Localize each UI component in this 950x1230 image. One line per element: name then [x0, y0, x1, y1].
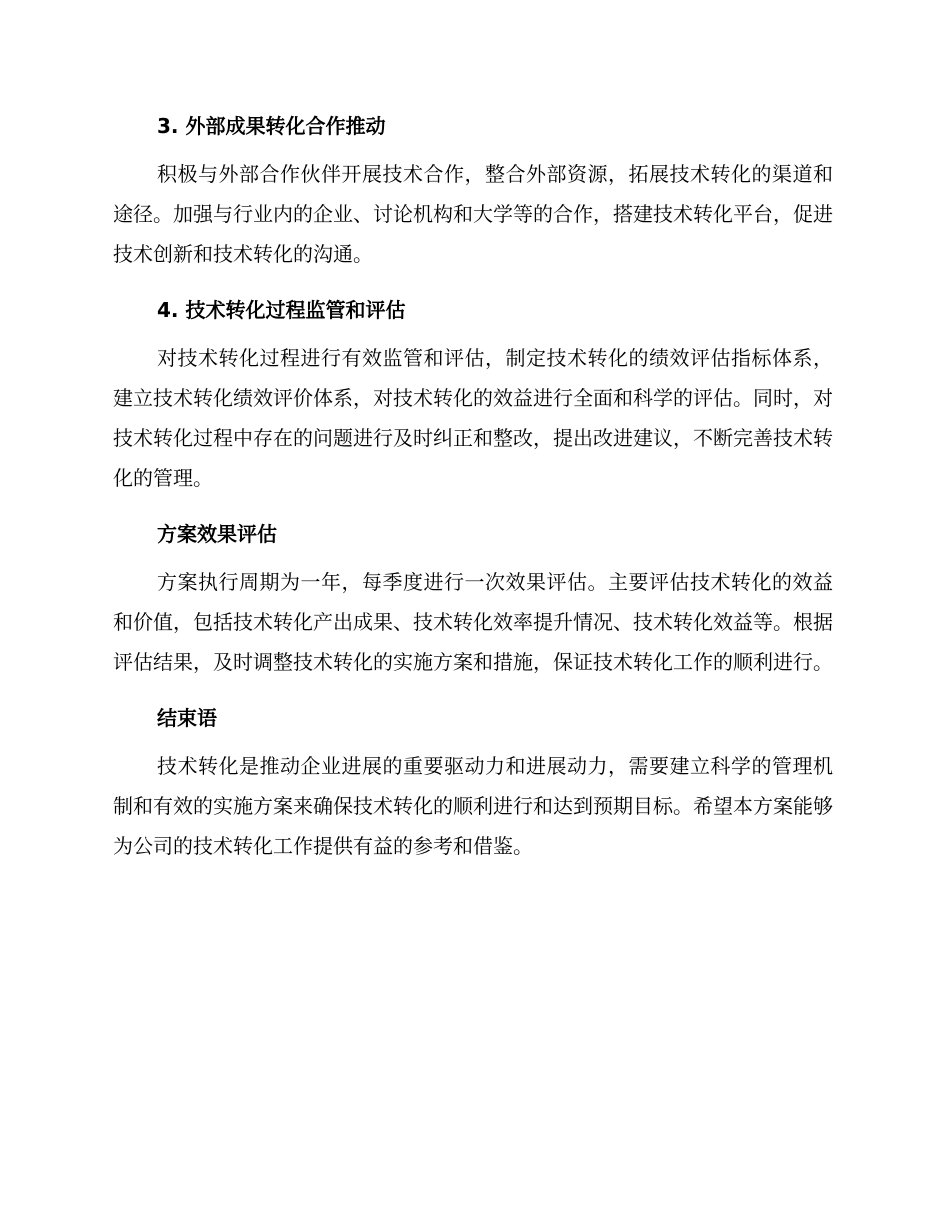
- document-body: [113, 106, 833, 882]
- section-heading-external-cooperation: 3. 外部成果转化合作推动: [157, 114, 386, 138]
- section-paragraph-effect-evaluation: 方案执行周期为一年，每季度进行一次效果评估。主要评估技术转化的效益和价值，包括技术转化产出成果、技术转化效率提升情况、技术转化效益等。根据评估结果，及时调整技术转化的实施方案和措施，保证技术转化工作的顺利进行。: [113, 570, 833, 674]
- section-heading-conclusion: 结束语: [157, 706, 217, 730]
- section-paragraph-external-cooperation: 积极与外部合作伙伴开展技术合作，整合外部资源，拓展技术转化的渠道和途径。加强与行业内的企业、讨论机构和大学等的合作，搭建技术转化平台，促进技术创新和技术转化的沟通。: [113, 162, 833, 266]
- section-paragraph-conclusion: 技术转化是推动企业进展的重要驱动力和进展动力，需要建立科学的管理机制和有效的实施方案来确保技术转化的顺利进行和达到预期目标。希望本方案能够为公司的技术转化工作提供有益的参考和借鉴。: [113, 754, 833, 858]
- section-heading-process-supervision: 4. 技术转化过程监管和评估: [157, 298, 406, 322]
- section-paragraph-process-supervision: 对技术转化过程进行有效监管和评估，制定技术转化的绩效评估指标体系，建立技术转化绩效评价体系，对技术转化的效益进行全面和科学的评估。同时，对技术转化过程中存在的问题进行及时纠正和整改，提出改进建议，不断完善技术转化的管理。: [113, 346, 833, 490]
- section-heading-effect-evaluation: 方案效果评估: [157, 522, 277, 546]
